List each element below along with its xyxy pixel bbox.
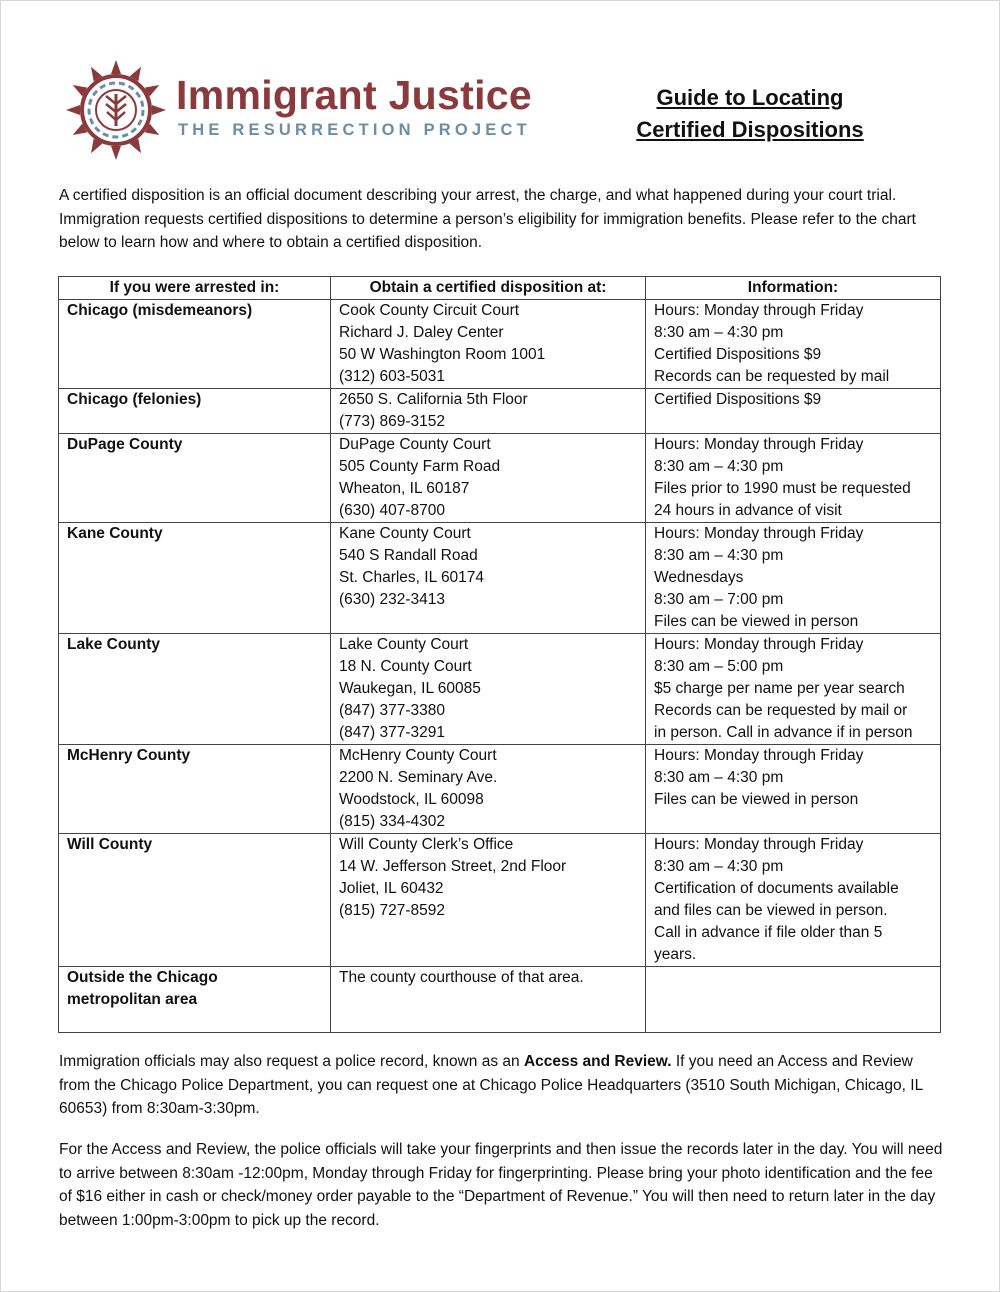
cell-line: 18 N. County Court: [339, 658, 472, 675]
paragraph-text: If you need an Access and Review from the Chicago Police Department, you can request one at Chicago Police Headquarters (3510 South Michigan, Chicago, IL 60653) from 8:30am-3:30pm.: [59, 1053, 923, 1117]
logo: [64, 58, 564, 163]
location-cell: [59, 745, 331, 834]
cell-line: 8:30 am – 4:30 pm: [654, 858, 784, 875]
cell-line: Certification of documents available: [654, 880, 899, 897]
location-cell: [59, 523, 331, 634]
location-cell: [59, 967, 331, 1033]
table-row: [59, 523, 941, 634]
brand-name: Immigrant Justice: [176, 72, 532, 118]
brand-subtitle: THE RESURRECTION PROJECT: [178, 121, 531, 139]
cell-line: (630) 407-8700: [339, 502, 445, 519]
table-header-row: [59, 277, 941, 300]
info-cell: [646, 745, 941, 834]
cell-line: Kane County: [67, 525, 163, 542]
cell-line: Hours: Monday through Friday: [654, 525, 864, 542]
cell-line: (847) 377-3291: [339, 724, 445, 741]
obtain-cell: [331, 967, 646, 1033]
cell-line: 8:30 am – 4:30 pm: [654, 458, 784, 475]
cell-line: Lake County: [67, 636, 161, 653]
cell-line: Files can be viewed in person: [654, 613, 859, 630]
cell-line: The county courthouse of that area.: [339, 969, 584, 986]
cell-line: Hours: Monday through Friday: [654, 302, 864, 319]
header-obtain: Obtain a certified disposition at:: [331, 277, 646, 300]
info-cell: [646, 634, 941, 745]
cell-line: years.: [654, 946, 697, 963]
info-cell: [646, 434, 941, 523]
table-row: [59, 634, 941, 745]
obtain-cell: [331, 634, 646, 745]
info-cell: [646, 389, 941, 434]
cell-line: McHenry County Court: [339, 747, 497, 764]
obtain-cell: [331, 434, 646, 523]
cell-line: 8:30 am – 4:30 pm: [654, 547, 784, 564]
cell-line: Chicago (misdemeanors): [67, 302, 253, 319]
cell-line: Wheaton, IL 60187: [339, 480, 470, 497]
intro-paragraph: A certified disposition is an official document describing your arrest, the charge, and what happened during your court trial. Immigration requests certified dispositions to determine a person’s eligibility for immigration benefits. Please refer to the chart below to learn how and where to obtain a certified disposition.: [59, 187, 916, 251]
cell-line: McHenry County: [67, 747, 191, 764]
cell-line: 50 W Washington Room 1001: [339, 346, 546, 363]
header-location: If you were arrested in:: [59, 277, 331, 300]
cell-line: DuPage County: [67, 436, 183, 453]
cell-line: Will County Clerk’s Office: [339, 836, 514, 853]
cell-line: Woodstock, IL 60098: [339, 791, 484, 808]
location-cell: [59, 434, 331, 523]
cell-line: 505 County Farm Road: [339, 458, 501, 475]
location-cell: [59, 300, 331, 389]
cell-line: Hours: Monday through Friday: [654, 436, 864, 453]
cell-line: Lake County Court: [339, 636, 469, 653]
info-cell: [646, 300, 941, 389]
info-cell: [646, 834, 941, 967]
cell-line: 2200 N. Seminary Ave.: [339, 769, 498, 786]
table-row: [59, 300, 941, 389]
cell-line: Chicago (felonies): [67, 391, 202, 408]
location-cell: [59, 834, 331, 967]
table-row: [59, 389, 941, 434]
cell-line: in person. Call in advance if in person: [654, 724, 913, 741]
cell-line: 2650 S. California 5th Floor: [339, 391, 528, 408]
page-title: [600, 82, 900, 146]
location-cell: [59, 634, 331, 745]
table-row: [59, 745, 941, 834]
cell-line: Outside the Chicago: [67, 969, 218, 986]
info-cell: [646, 523, 941, 634]
cell-line: 14 W. Jefferson Street, 2nd Floor: [339, 858, 567, 875]
obtain-cell: [331, 745, 646, 834]
cell-line: Records can be requested by mail or: [654, 702, 908, 719]
dispositions-table: [58, 276, 941, 1033]
cell-line: 8:30 am – 5:00 pm: [654, 658, 784, 675]
cell-line: (815) 334-4302: [339, 813, 445, 830]
cell-line: and files can be viewed in person.: [654, 902, 888, 919]
cell-line: 24 hours in advance of visit: [654, 502, 842, 519]
paragraph-text: Immigration officials may also request a police record, known as an: [59, 1053, 524, 1070]
info-cell: [646, 967, 941, 1033]
cell-line: DuPage County Court: [339, 436, 491, 453]
cell-line: Certified Dispositions $9: [654, 391, 822, 408]
page-title-line-2: Certified Dispositions: [636, 117, 864, 142]
cell-line: $5 charge per name per year search: [654, 680, 905, 697]
cell-line: Records can be requested by mail: [654, 368, 890, 385]
cell-line: 540 S Randall Road: [339, 547, 478, 564]
cell-line: 8:30 am – 7:00 pm: [654, 591, 784, 608]
fingerprinting-paragraph: For the Access and Review, the police officials will take your fingerprints and then issue the records later in the day. You will need to arrive between 8:30am -12:00pm, Monday through Friday for fingerprinting. Please bring your photo identification and the fee of $16 either in cash or check/money order payable to the “Department of Revenue.” You will then need to return later in the day between 1:00pm-3:00pm to pick up the record.: [59, 1141, 943, 1229]
cell-line: Kane County Court: [339, 525, 471, 542]
header-information: Information:: [646, 277, 941, 300]
cell-line: Hours: Monday through Friday: [654, 636, 864, 653]
cell-line: St. Charles, IL 60174: [339, 569, 485, 586]
cell-line: Will County: [67, 836, 153, 853]
access-review-paragraph: [59, 1050, 944, 1121]
sun-emblem-icon: [64, 58, 168, 162]
cell-line: (312) 603-5031: [339, 368, 445, 385]
page-title-line-1: Guide to Locating: [656, 85, 844, 110]
cell-line: Wednesdays: [654, 569, 744, 586]
cell-line: Cook County Circuit Court: [339, 302, 520, 319]
cell-line: Hours: Monday through Friday: [654, 836, 864, 853]
cell-line: metropolitan area: [67, 991, 198, 1008]
cell-line: (847) 377-3380: [339, 702, 445, 719]
obtain-cell: [331, 834, 646, 967]
access-review-term: Access and Review.: [523, 1053, 672, 1070]
cell-line: Hours: Monday through Friday: [654, 747, 864, 764]
obtain-cell: [331, 389, 646, 434]
cell-line: 8:30 am – 4:30 pm: [654, 769, 784, 786]
cell-line: Files can be viewed in person: [654, 791, 859, 808]
cell-line: Joliet, IL 60432: [339, 880, 444, 897]
cell-line: (815) 727-8592: [339, 902, 445, 919]
cell-line: (773) 869-3152: [339, 413, 445, 430]
cell-line: Waukegan, IL 60085: [339, 680, 481, 697]
cell-line: Certified Dispositions $9: [654, 346, 822, 363]
table-row: [59, 434, 941, 523]
cell-line: Call in advance if file older than 5: [654, 924, 883, 941]
table-row: [59, 834, 941, 967]
cell-line: (630) 232-3413: [339, 591, 445, 608]
obtain-cell: [331, 523, 646, 634]
cell-line: 8:30 am – 4:30 pm: [654, 324, 784, 341]
obtain-cell: [331, 300, 646, 389]
cell-line: Richard J. Daley Center: [339, 324, 504, 341]
location-cell: [59, 389, 331, 434]
table-row: [59, 967, 941, 1033]
cell-line: Files prior to 1990 must be requested: [654, 480, 911, 497]
